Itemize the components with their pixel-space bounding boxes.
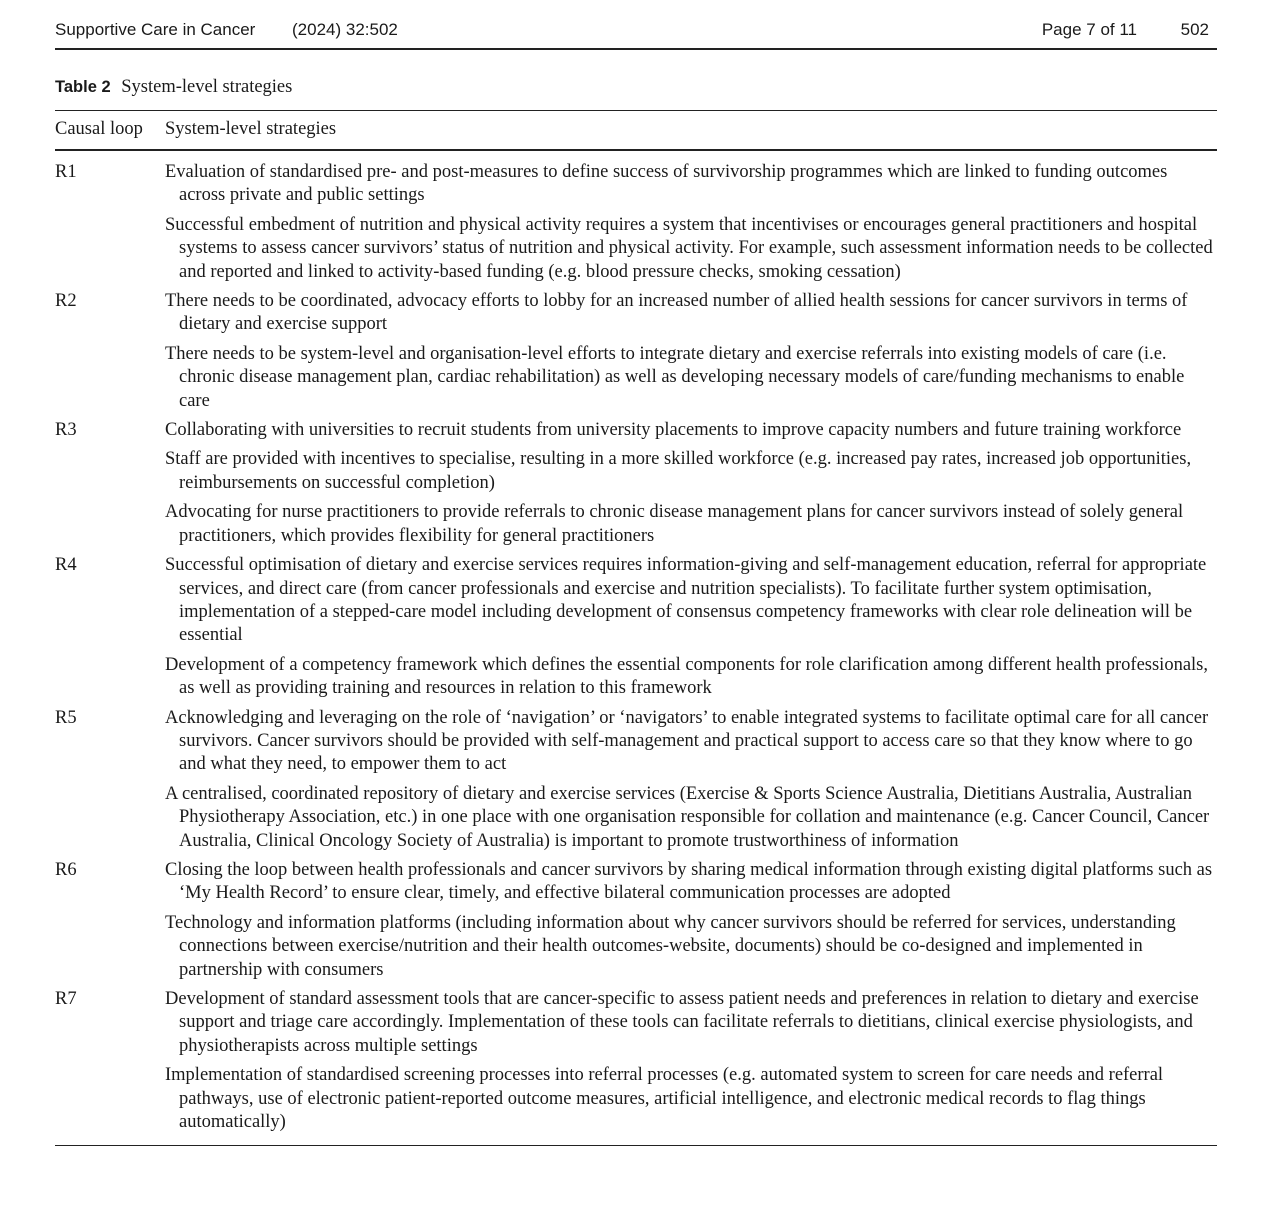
strategy-item: Closing the loop between health professionals and cancer survivors by sharing medical information through existing digital platforms such as ‘My Health Record’ to ensure clear, timely, and effective bilateral communication processes are adopted	[165, 859, 1213, 904]
causal-loop-cell: R4	[55, 555, 77, 576]
column-header-causal-loop: Causal loop	[55, 119, 143, 140]
causal-loop-cell: R2	[55, 291, 77, 312]
table-row	[55, 161, 1217, 290]
table-row	[55, 988, 1217, 1140]
strategies-cell	[165, 419, 1217, 554]
strategies-cell	[165, 859, 1217, 988]
strategy-item: Development of a competency framework which defines the essential components for role clarification among different health professionals, as well as providing training and resources in relation to this framework	[165, 654, 1209, 699]
table-row	[55, 707, 1217, 859]
table-caption	[55, 77, 292, 98]
strategy-item: Technology and information platforms (including information about why cancer survivors should be referred for services, understanding connections between exercise/nutrition and their health outcomes-website, documents) should be co-designed and implemented in partnership with consumers	[165, 912, 1176, 980]
strategies-table	[55, 110, 1217, 1146]
strategy-item: Acknowledging and leveraging on the role of ‘navigation’ or ‘navigators’ to enable integrated systems to facilitate optimal care for all cancer survivors. Cancer survivors should be provided with self-management and practical support to access care so that they know where to go and what they need, to empower them to act	[165, 707, 1209, 775]
table-row	[55, 419, 1217, 554]
strategy-item: There needs to be system-level and organisation-level efforts to integrate dietary and exercise referrals into existing models of care (i.e. chronic disease management plan, cardiac rehabilitation) as well as developing necessary models of care/funding mechanisms to enable care	[165, 343, 1185, 411]
table-body	[55, 151, 1217, 1146]
strategy-item: Staff are provided with incentives to specialise, resulting in a more skilled workforce (e.g. increased pay rates, increased job opportunities, reimbursements on successful completion)	[165, 449, 1192, 493]
strategy-item: Evaluation of standardised pre- and post-measures to define success of survivorship programmes which are linked to funding outcomes across private and public settings	[165, 162, 1168, 206]
journal-issue: (2024) 32:502	[292, 20, 398, 39]
strategy-item: Successful embedment of nutrition and physical activity requires a system that incentivises or encourages general practitioners and hospital systems to assess cancer survivors’ status of nutrition and physical activity. For example, such assessment information needs to be collected and reported and linked to activity-based funding (e.g. blood pressure checks, smoking cessation)	[165, 214, 1213, 282]
strategy-item: A centralised, coordinated repository of dietary and exercise services (Exercise & Sports Science Australia, Dietitians Australia, Australian Physiotherapy Association, etc.) in one place with one organisation responsible for collation and maintenance (e.g. Cancer Council, Cancer Australia, Clinical Oncology Society of Australia) is important to promote trustworthiness of information	[165, 783, 1210, 851]
table-title: System-level strategies	[121, 77, 293, 97]
causal-loop-cell: R3	[55, 420, 77, 441]
table-row	[55, 290, 1217, 419]
strategies-cell	[165, 554, 1217, 706]
table-header-row	[55, 111, 1217, 151]
strategy-item: Successful optimisation of dietary and exercise services requires information-giving and self-management education, referral for appropriate services, and direct care (from cancer professionals and exercise and nutrition specialists). To facilitate further system optimisation, implementation of a stepped-care model including development of consensus competency frameworks with clear role delineation will be essential	[165, 555, 1207, 646]
strategies-cell	[165, 161, 1217, 290]
causal-loop-cell: R1	[55, 162, 77, 182]
strategies-cell	[165, 290, 1217, 419]
causal-loop-cell: R6	[55, 859, 77, 880]
table-row	[55, 859, 1217, 988]
causal-loop-cell: R5	[55, 707, 77, 728]
causal-loop-cell: R7	[55, 989, 77, 1009]
journal-name: Supportive Care in Cancer	[55, 20, 256, 39]
strategies-cell	[165, 707, 1217, 859]
table-label: Table 2	[55, 78, 111, 96]
table-row	[55, 554, 1217, 706]
page-number: Page 7 of 11	[1041, 20, 1137, 39]
strategy-item: Development of standard assessment tools that are cancer-specific to assess patient needs and preferences in relation to dietary and exercise support and triage care accordingly. Implementation of these tools can facilitate referrals to dietitians, clinical exercise physiologists, and physiotherapists across multiple settings	[165, 989, 1199, 1056]
article-number: 502	[1180, 20, 1209, 39]
page-header	[55, 18, 1217, 50]
column-header-strategies: System-level strategies	[165, 119, 337, 140]
strategy-item: Implementation of standardised screening processes into referral processes (e.g. automated system to screen for care needs and referral pathways, use of electronic patient-reported outcome measures, artificial intelligence, and electronic medical records to flag things automatically)	[165, 1065, 1164, 1133]
strategies-cell	[165, 988, 1217, 1140]
strategy-item: There needs to be coordinated, advocacy efforts to lobby for an increased number of allied health sessions for cancer survivors in terms of dietary and exercise support	[165, 291, 1188, 335]
strategy-item: Collaborating with universities to recruit students from university placements to improve capacity numbers and future training workforce	[165, 420, 1182, 441]
strategy-item: Advocating for nurse practitioners to provide referrals to chronic disease management plans for cancer survivors instead of solely general practitioners, which provides flexibility for general practitioners	[165, 502, 1184, 546]
